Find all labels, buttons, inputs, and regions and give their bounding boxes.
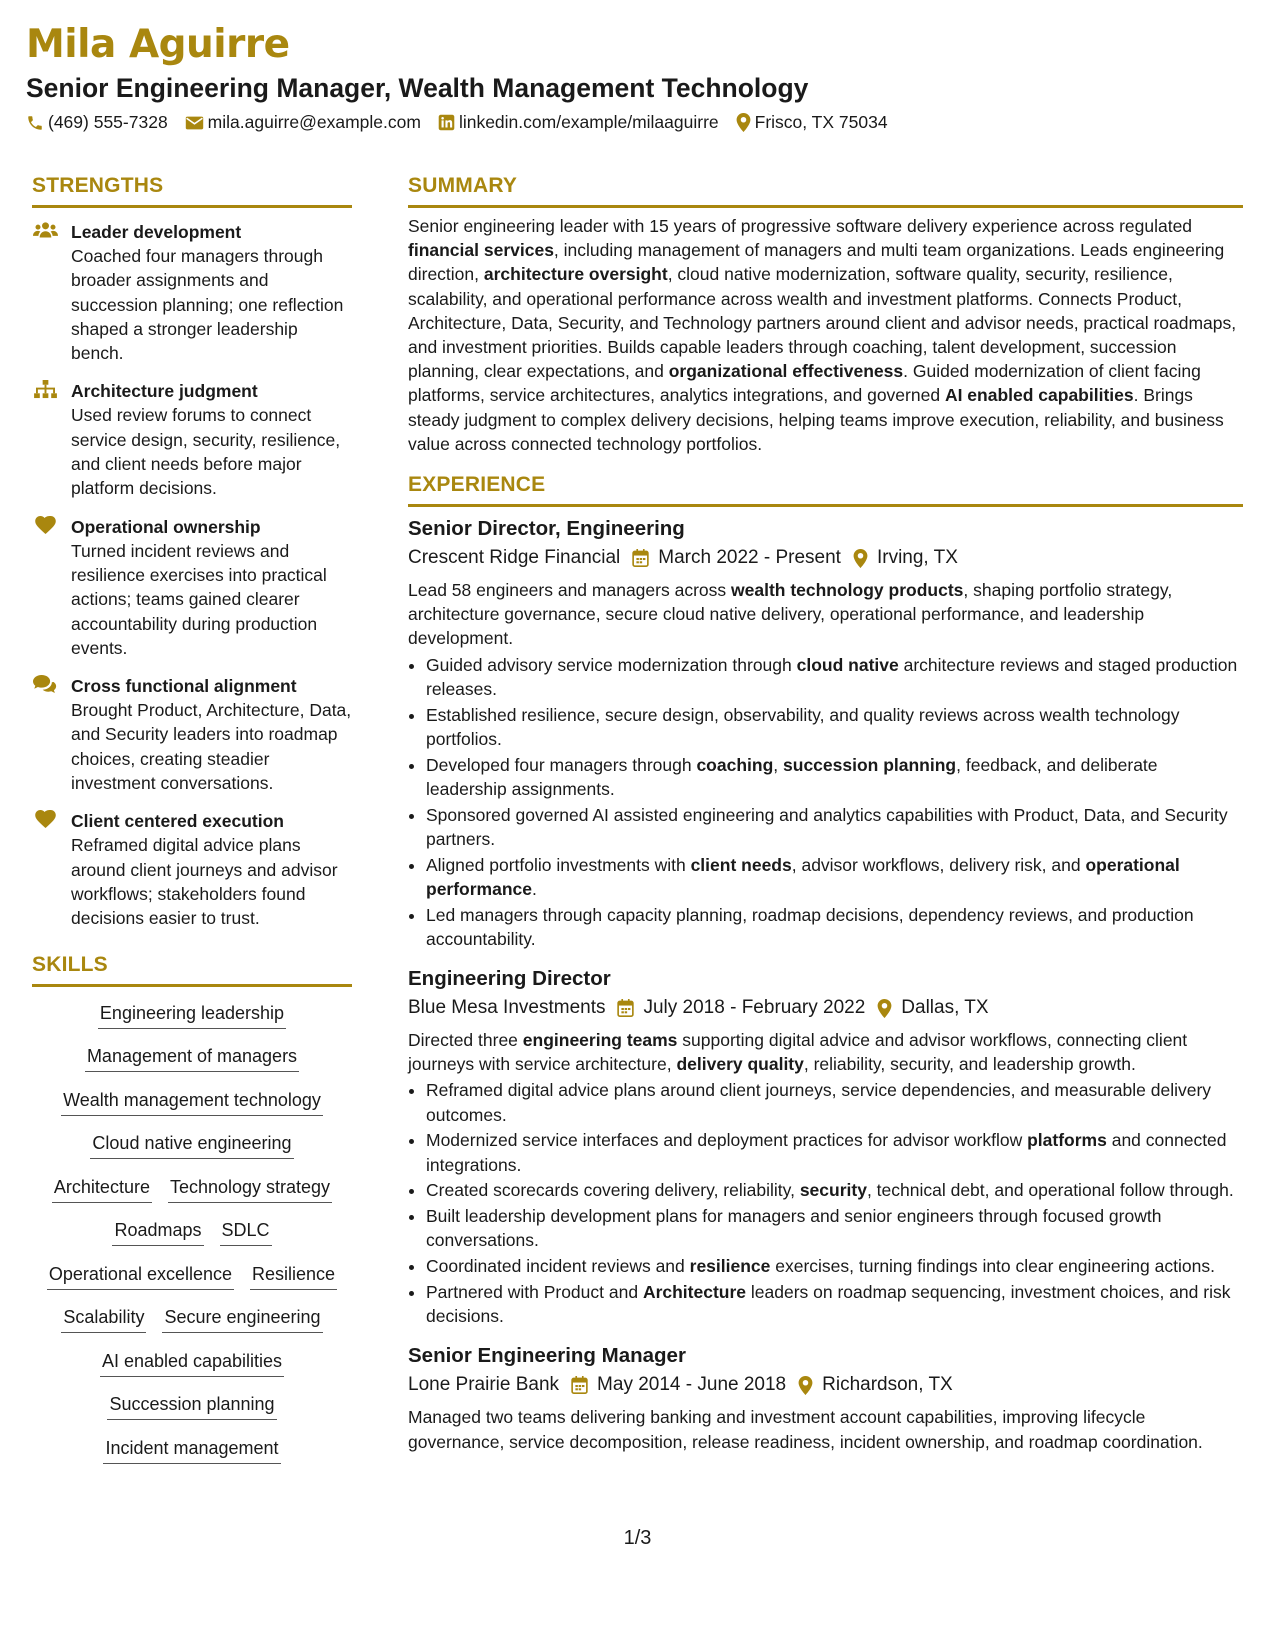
company-name: Blue Mesa Investments <box>408 997 606 1019</box>
strengths-list <box>32 208 352 931</box>
bullet-item <box>426 853 1243 901</box>
calendar-icon <box>571 1376 588 1394</box>
skill-row <box>32 1175 352 1203</box>
skill-row <box>32 1001 352 1029</box>
bold-text: AI enabled capabilities <box>944 385 1134 406</box>
jobs-list <box>408 515 1243 1454</box>
bold-text: operational performance <box>426 854 1180 899</box>
bold-text: platforms <box>1027 1130 1107 1151</box>
text-run: Modernized service interfaces and deployment practices for advisor workflow <box>426 1130 1028 1151</box>
skill-tag: Architecture <box>52 1175 152 1203</box>
location-icon <box>736 113 751 132</box>
text-run: Guided advisory service modernization through <box>426 654 797 675</box>
job-location: Irving, TX <box>876 547 958 569</box>
skill-row <box>32 1392 352 1420</box>
job-title: Senior Director, Engineering <box>408 517 685 541</box>
bullet-item <box>426 903 1243 951</box>
strength-body: Coached four managers through broader assignments and succession planning; one reflection shaped a stronger leadership bench. <box>71 246 344 364</box>
contact-linkedin-text: linkedin.com/example/milaaguirre <box>458 112 719 132</box>
text-run: , advisor workflows, delivery risk, and <box>791 854 1086 875</box>
experience-heading: EXPERIENCE <box>408 473 1243 507</box>
job-description <box>408 1405 1243 1453</box>
skill-tag: Management of managers <box>85 1044 299 1072</box>
strength-item <box>32 674 352 795</box>
skill-row <box>32 1349 352 1377</box>
strength-title: Architecture judgment <box>71 381 258 402</box>
skill-tag: Technology strategy <box>168 1175 332 1203</box>
text-run: . Brings steady judgment to complex delivery decisions, helping teams improve execution, reliability, and business value across connected technology portfolios. <box>408 385 1224 454</box>
job-meta <box>408 994 1243 1022</box>
contact-location-text: Frisco, TX 75034 <box>754 112 888 132</box>
text-run: , technical debt, and operational follow through. <box>866 1180 1234 1201</box>
strength-item <box>32 220 352 365</box>
skill-tag: Wealth management technology <box>61 1088 323 1116</box>
skill-row <box>32 1305 352 1333</box>
job-description <box>408 578 1243 651</box>
text-run: , including management of managers and multi team organizations. Leads engineering direction, <box>408 240 1225 285</box>
strength-body: Brought Product, Architecture, Data, and Security leaders into roadmap choices, creating steadier investment conversations. <box>71 700 352 794</box>
text-run: . <box>532 878 537 899</box>
skill-tag: AI enabled capabilities <box>100 1349 284 1377</box>
job-location: Richardson, TX <box>822 1374 953 1396</box>
bullet-item <box>426 1280 1243 1328</box>
contact-phone-text: (469) 555-7328 <box>48 112 168 132</box>
calendar-icon <box>617 999 634 1017</box>
summary-text <box>408 214 1243 456</box>
skill-tag: Succession planning <box>107 1392 276 1420</box>
strength-body: Used review forums to connect service design, security, resilience, and client needs before major platform decisions. <box>71 405 341 499</box>
skill-row <box>32 1088 352 1116</box>
skill-tag: Engineering leadership <box>98 1001 286 1029</box>
skills-list <box>32 987 352 1464</box>
sitemap-icon <box>32 380 58 400</box>
job-title: Engineering Director <box>408 967 611 991</box>
job-entry <box>408 1342 1243 1453</box>
job-bullets <box>408 653 1243 951</box>
bullet-item <box>426 1078 1243 1126</box>
text-run: Created scorecards covering delivery, reliability, <box>426 1180 800 1201</box>
job-dates: May 2014 - June 2018 <box>597 1374 787 1396</box>
skill-row <box>32 1218 352 1246</box>
text-run: Led managers through capacity planning, roadmap decisions, dependency reviews, and production accountability. <box>426 904 1194 949</box>
skill-tag: SDLC <box>220 1218 272 1246</box>
bold-text: engineering teams <box>522 1030 678 1051</box>
location-icon <box>877 999 892 1018</box>
candidate-name: Mila Aguirre <box>26 22 290 67</box>
page-number: 1/3 <box>623 1527 652 1549</box>
bullet-item <box>426 1178 1243 1202</box>
calendar-icon <box>632 549 649 567</box>
job-meta <box>408 1371 1243 1399</box>
job-dates: March 2022 - Present <box>658 547 841 569</box>
strengths-heading: STRENGTHS <box>32 174 352 208</box>
phone-icon <box>26 114 44 132</box>
text-run: . Guided modernization of client facing platforms, service architectures, analytics integrations, and governed <box>408 361 1201 406</box>
left-column <box>32 174 352 1479</box>
bold-text: cloud native <box>796 654 899 675</box>
skill-tag: Incident management <box>103 1436 280 1464</box>
text-run: Coordinated incident reviews and <box>426 1256 690 1277</box>
bold-text: coaching <box>696 754 774 775</box>
job-bullets <box>408 1078 1243 1328</box>
bold-text: Architecture <box>642 1282 747 1303</box>
text-run: Established resilience, secure design, observability, and quality reviews across wealth technology portfolios. <box>426 704 1180 749</box>
text-run: and connected integrations. <box>426 1130 1227 1175</box>
job-dates: July 2018 - February 2022 <box>643 997 866 1019</box>
text-run: Reframed digital advice plans around client journeys, service dependencies, and measurable delivery outcomes. <box>426 1080 1212 1125</box>
contact-bar <box>26 112 905 133</box>
bold-text: security <box>799 1180 867 1201</box>
strength-title: Leader development <box>71 222 242 242</box>
text-run: Partnered with Product and <box>426 1282 643 1303</box>
summary-heading: SUMMARY <box>408 174 1243 208</box>
skill-row <box>32 1131 352 1159</box>
text-run: Directed three <box>408 1030 523 1051</box>
skill-row <box>32 1044 352 1072</box>
bold-text: wealth technology products <box>731 580 964 601</box>
strength-title: Operational ownership <box>71 516 261 537</box>
bold-text: architecture oversight <box>483 264 668 285</box>
contact-phone <box>26 112 168 133</box>
text-run: Aligned portfolio investments with <box>426 854 691 875</box>
strength-title: Cross functional alignment <box>71 676 297 697</box>
contact-email[interactable] <box>185 112 421 133</box>
linkedin-icon <box>438 114 455 131</box>
job-entry <box>408 965 1243 1328</box>
strength-title: Client centered execution <box>71 811 284 832</box>
text-run: , cloud native modernization, software quality, security, resilience, scalability, and operational performance across wealth and investment platforms. Connects Product, Architecture, Data, Security, and Technology partners around client and advisor needs, practical roadmaps, and investment priorities. Builds capable leaders through coaching, talent development, succession planning, clear expectations, and <box>408 264 1237 382</box>
company-name: Crescent Ridge Financial <box>408 547 621 569</box>
job-description <box>408 1028 1243 1076</box>
heart-icon <box>32 516 58 536</box>
strength-body: Reframed digital advice plans around client journeys and advisor workflows; stakeholders found decisions easier to trust. <box>71 835 338 929</box>
text-run: , feedback, and deliberate leadership assignments. <box>426 754 1158 799</box>
job-meta <box>408 544 1243 572</box>
skill-tag: Scalability <box>61 1305 146 1333</box>
skills-heading: SKILLS <box>32 953 352 987</box>
bold-text: financial services <box>408 240 554 261</box>
skill-tag: Roadmaps <box>112 1218 203 1246</box>
bullet-item <box>426 1204 1243 1252</box>
skill-row <box>32 1436 352 1464</box>
text-run: Developed four managers through <box>426 754 697 775</box>
experience-section <box>408 473 1243 1454</box>
text-run: Sponsored governed AI assisted engineering and analytics capabilities with Product, Data, and Security partners. <box>426 804 1228 849</box>
text-run: , shaping portfolio strategy, architecture governance, secure cloud native delivery, operational performance, and leadership development. <box>408 580 1173 649</box>
contact-location <box>736 112 888 133</box>
text-run: Built leadership development plans for managers and senior engineers through focused growth conversations. <box>426 1206 1162 1251</box>
job-title: Senior Engineering Manager <box>408 1344 686 1368</box>
contact-linkedin[interactable] <box>438 112 719 133</box>
bullet-item <box>426 653 1243 701</box>
job-entry <box>408 515 1243 951</box>
bold-text: resilience <box>689 1256 771 1277</box>
skill-tag: Resilience <box>250 1262 337 1290</box>
heart-icon <box>32 810 58 830</box>
contact-email-text: mila.aguirre@example.com <box>207 112 421 132</box>
location-icon <box>798 1376 813 1395</box>
company-name: Lone Prairie Bank <box>408 1374 560 1396</box>
text-run: Managed two teams delivering banking and investment account capabilities, improving lifecycle governance, service decomposition, release readiness, incident ownership, and roadmap coordination. <box>408 1407 1203 1452</box>
right-column <box>408 174 1243 1454</box>
text-run: , reliability, security, and leadership growth. <box>803 1054 1136 1075</box>
bold-text: client needs <box>690 854 792 875</box>
bullet-item <box>426 753 1243 801</box>
text-run: Lead 58 engineers and managers across <box>408 580 731 601</box>
bullet-item <box>426 1128 1243 1176</box>
bullet-item <box>426 703 1243 751</box>
skill-row <box>32 1262 352 1290</box>
headline: Senior Engineering Manager, Wealth Management Technology <box>26 73 809 103</box>
skill-tag: Operational excellence <box>47 1262 234 1290</box>
users-icon <box>32 221 58 241</box>
text-run: exercises, turning findings into clear engineering actions. <box>770 1256 1215 1277</box>
bold-text: succession planning <box>783 754 957 775</box>
skill-tag: Cloud native engineering <box>90 1131 293 1159</box>
strength-item <box>32 379 352 500</box>
job-location: Dallas, TX <box>901 997 989 1019</box>
strength-item <box>32 809 352 930</box>
text-run: leaders on roadmap sequencing, investment choices, and risk decisions. <box>426 1282 1231 1327</box>
bullet-item <box>426 803 1243 851</box>
text-run: architecture reviews and staged production releases. <box>426 654 1238 699</box>
skill-tag: Secure engineering <box>162 1305 322 1333</box>
text-run: supporting digital advice and advisor workflows, connecting client journeys with service architecture, <box>408 1030 1188 1075</box>
text-run: Senior engineering leader with 15 years of progressive software delivery experience across regulated <box>408 216 1193 236</box>
comments-icon <box>32 675 58 695</box>
bold-text: organizational effectiveness <box>668 361 904 382</box>
bullet-item <box>426 1254 1243 1278</box>
location-icon <box>853 549 868 568</box>
strength-body: Turned incident reviews and resilience exercises into practical actions; teams gained clearer accountability during production events. <box>71 540 327 658</box>
text-run: , <box>773 754 784 775</box>
bold-text: delivery quality <box>676 1054 804 1075</box>
envelope-icon <box>185 115 204 131</box>
strength-item <box>32 515 352 660</box>
